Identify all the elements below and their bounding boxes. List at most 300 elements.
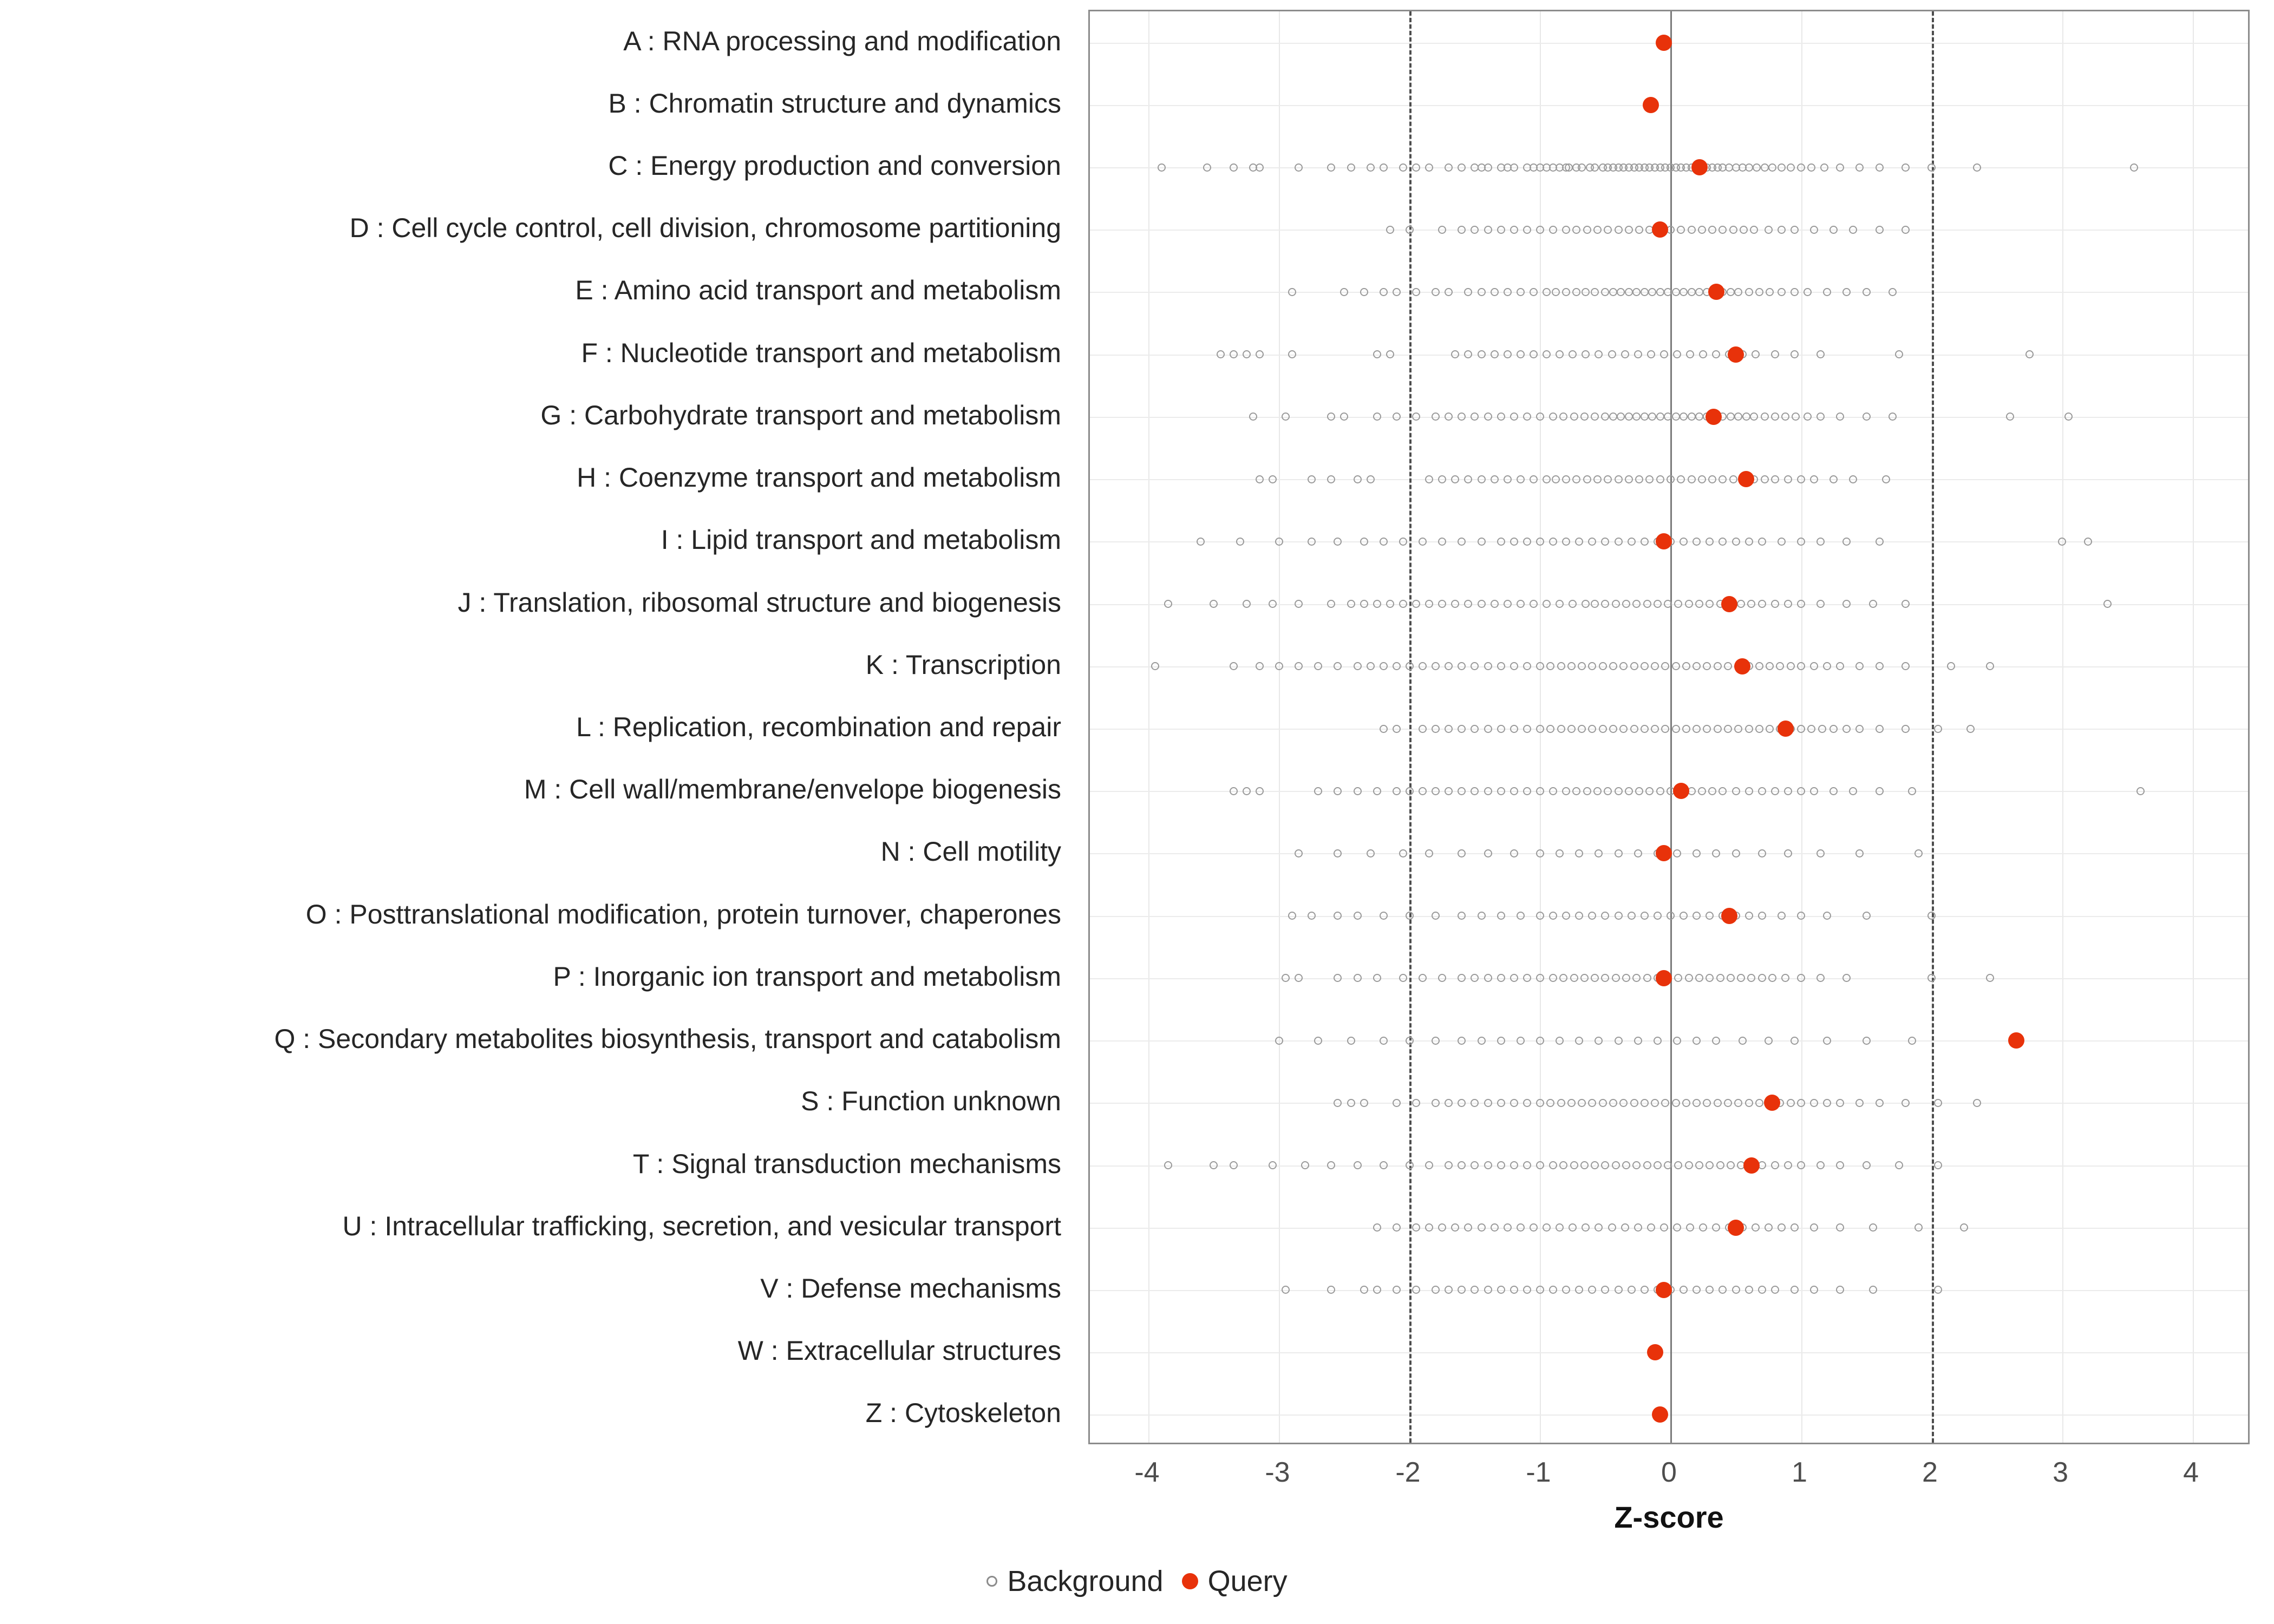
background-point bbox=[1412, 288, 1420, 296]
background-point bbox=[1863, 1161, 1871, 1169]
background-point bbox=[1810, 226, 1818, 234]
background-point bbox=[1570, 1161, 1578, 1169]
background-point bbox=[1504, 288, 1512, 296]
background-point bbox=[1628, 538, 1636, 546]
background-point bbox=[1517, 600, 1525, 608]
background-point bbox=[1634, 1037, 1642, 1045]
background-point bbox=[1578, 163, 1586, 172]
background-point bbox=[1497, 662, 1505, 670]
background-point bbox=[1256, 350, 1264, 358]
background-point bbox=[1562, 1286, 1570, 1294]
background-point bbox=[1504, 600, 1512, 608]
background-point bbox=[1849, 475, 1857, 483]
background-point bbox=[1973, 1099, 1981, 1107]
background-point bbox=[1557, 725, 1565, 733]
background-point bbox=[1753, 163, 1761, 172]
background-point bbox=[1630, 725, 1638, 733]
background-point bbox=[1816, 350, 1825, 358]
background-point bbox=[1530, 350, 1538, 358]
background-point bbox=[1367, 475, 1375, 483]
background-point bbox=[1583, 475, 1591, 483]
query-point bbox=[1656, 35, 1672, 51]
background-point bbox=[1660, 350, 1668, 358]
background-point bbox=[1604, 475, 1612, 483]
grid-line-horizontal bbox=[1090, 1040, 2248, 1042]
background-point bbox=[1552, 288, 1560, 296]
background-point bbox=[1256, 475, 1264, 483]
background-point bbox=[1869, 600, 1877, 608]
background-point bbox=[1787, 662, 1795, 670]
background-point bbox=[1478, 912, 1486, 920]
background-point bbox=[1458, 912, 1466, 920]
background-point bbox=[1934, 1286, 1942, 1294]
background-point bbox=[1727, 974, 1735, 982]
background-point bbox=[1549, 1161, 1557, 1169]
background-point bbox=[1491, 288, 1499, 296]
background-point bbox=[1706, 912, 1714, 920]
background-point bbox=[1908, 787, 1916, 795]
category-label: L : Replication, recombination and repair bbox=[576, 712, 1061, 742]
background-point bbox=[1619, 1099, 1628, 1107]
background-point bbox=[1497, 974, 1505, 982]
background-point bbox=[1347, 1037, 1355, 1045]
background-point bbox=[1706, 974, 1714, 982]
background-point bbox=[1484, 1099, 1492, 1107]
background-point bbox=[1367, 662, 1375, 670]
category-label: F : Nucleotide transport and metabolism bbox=[581, 337, 1061, 368]
background-point bbox=[1432, 787, 1440, 795]
background-point bbox=[1552, 475, 1560, 483]
background-point bbox=[1354, 974, 1362, 982]
background-point bbox=[1791, 226, 1799, 234]
background-point bbox=[1674, 1161, 1682, 1169]
background-point bbox=[1556, 600, 1564, 608]
background-point bbox=[1445, 412, 1453, 421]
background-point bbox=[2103, 600, 2112, 608]
background-point bbox=[1464, 475, 1472, 483]
background-point bbox=[1651, 725, 1659, 733]
background-point bbox=[1708, 787, 1716, 795]
background-point bbox=[1661, 725, 1669, 733]
background-point bbox=[1986, 662, 1994, 670]
background-point bbox=[1570, 974, 1578, 982]
background-point bbox=[1807, 163, 1815, 172]
background-point bbox=[1797, 538, 1805, 546]
background-point bbox=[1451, 475, 1459, 483]
background-point bbox=[1419, 787, 1427, 795]
background-point bbox=[1517, 288, 1525, 296]
background-point bbox=[1464, 288, 1472, 296]
background-point bbox=[1308, 912, 1316, 920]
background-point bbox=[1829, 725, 1838, 733]
background-point bbox=[1630, 662, 1638, 670]
background-point bbox=[1693, 538, 1701, 546]
background-point bbox=[1582, 600, 1590, 608]
background-point bbox=[1445, 662, 1453, 670]
background-point bbox=[1497, 725, 1505, 733]
category-label: V : Defense mechanisms bbox=[760, 1273, 1061, 1304]
background-point bbox=[1698, 787, 1706, 795]
background-point bbox=[1634, 1223, 1642, 1232]
background-point bbox=[1677, 475, 1685, 483]
background-point bbox=[1781, 974, 1789, 982]
background-point bbox=[1761, 163, 1769, 172]
background-point bbox=[1641, 725, 1649, 733]
background-point bbox=[1608, 350, 1616, 358]
background-point bbox=[1580, 1161, 1589, 1169]
background-point bbox=[1393, 1223, 1401, 1232]
background-point bbox=[1399, 849, 1407, 857]
background-point bbox=[1842, 538, 1851, 546]
background-point bbox=[1682, 662, 1690, 670]
background-point bbox=[1784, 475, 1792, 483]
background-point bbox=[1672, 288, 1680, 296]
background-point bbox=[1562, 538, 1570, 546]
background-point bbox=[1876, 226, 1884, 234]
background-point bbox=[1549, 1286, 1557, 1294]
background-point bbox=[1781, 412, 1789, 421]
query-point bbox=[1764, 1095, 1780, 1111]
background-point bbox=[1445, 163, 1453, 172]
background-point bbox=[1791, 1037, 1799, 1045]
plot-panel bbox=[1088, 10, 2250, 1444]
background-point bbox=[1661, 662, 1669, 670]
category-label: K : Transcription bbox=[865, 649, 1061, 680]
filled-circle-icon bbox=[1182, 1573, 1198, 1589]
background-point bbox=[1635, 226, 1643, 234]
background-point bbox=[1724, 662, 1732, 670]
background-point bbox=[1758, 849, 1766, 857]
background-point bbox=[1810, 475, 1818, 483]
background-point bbox=[1641, 662, 1649, 670]
background-point bbox=[1876, 662, 1884, 670]
background-point bbox=[1510, 662, 1518, 670]
background-point bbox=[1714, 1099, 1722, 1107]
background-point bbox=[1567, 725, 1576, 733]
background-point bbox=[1497, 1037, 1505, 1045]
background-point bbox=[1412, 1286, 1420, 1294]
background-point bbox=[1334, 787, 1342, 795]
background-point bbox=[1523, 538, 1531, 546]
query-point bbox=[1743, 1157, 1760, 1174]
background-point bbox=[1599, 1099, 1607, 1107]
category-label: P : Inorganic ion transport and metabolism bbox=[553, 961, 1061, 992]
background-point bbox=[1947, 662, 1955, 670]
background-point bbox=[1340, 412, 1348, 421]
background-point bbox=[1327, 163, 1335, 172]
grid-line-horizontal bbox=[1090, 105, 2248, 106]
x-tick-label: 1 bbox=[1792, 1457, 1807, 1488]
background-point bbox=[2006, 412, 2014, 421]
background-point bbox=[1282, 412, 1290, 421]
background-point bbox=[1536, 226, 1544, 234]
background-point bbox=[1380, 725, 1388, 733]
background-point bbox=[1451, 350, 1459, 358]
background-point bbox=[1327, 412, 1335, 421]
background-point bbox=[1615, 1037, 1623, 1045]
background-point bbox=[1609, 288, 1617, 296]
background-point bbox=[1758, 1286, 1766, 1294]
background-point bbox=[1876, 163, 1884, 172]
query-point bbox=[1652, 1406, 1668, 1423]
background-point bbox=[1778, 538, 1786, 546]
background-point bbox=[1601, 538, 1609, 546]
background-point bbox=[1380, 662, 1388, 670]
background-point bbox=[1438, 974, 1446, 982]
category-label: E : Amino acid transport and metabolism bbox=[575, 275, 1061, 306]
background-point bbox=[1295, 849, 1303, 857]
background-point bbox=[1641, 1099, 1649, 1107]
background-point bbox=[1615, 475, 1623, 483]
background-point bbox=[1739, 1037, 1747, 1045]
background-point bbox=[1816, 974, 1825, 982]
background-point bbox=[1836, 1099, 1844, 1107]
background-point bbox=[1536, 538, 1544, 546]
background-point bbox=[1557, 662, 1565, 670]
background-point bbox=[1674, 600, 1682, 608]
background-point bbox=[1484, 163, 1492, 172]
background-point bbox=[1432, 725, 1440, 733]
background-point bbox=[1164, 600, 1172, 608]
background-point bbox=[1562, 226, 1570, 234]
background-point bbox=[1497, 538, 1505, 546]
background-point bbox=[1855, 662, 1864, 670]
background-point bbox=[2064, 412, 2073, 421]
background-point bbox=[1810, 662, 1818, 670]
background-point bbox=[1575, 1286, 1583, 1294]
background-point bbox=[1517, 350, 1525, 358]
background-point bbox=[1863, 1037, 1871, 1045]
background-point bbox=[1569, 350, 1577, 358]
background-point bbox=[1771, 412, 1779, 421]
background-point bbox=[1419, 538, 1427, 546]
background-point bbox=[1380, 1037, 1388, 1045]
background-point bbox=[1901, 600, 1910, 608]
background-point bbox=[1693, 725, 1701, 733]
background-point bbox=[1458, 849, 1466, 857]
category-label: D : Cell cycle control, cell division, chromosome partitioning bbox=[349, 213, 1061, 244]
background-point bbox=[1549, 226, 1557, 234]
background-point bbox=[1699, 1223, 1707, 1232]
background-point bbox=[1601, 288, 1609, 296]
query-point bbox=[1706, 409, 1722, 425]
background-point bbox=[1708, 226, 1716, 234]
background-point bbox=[1901, 163, 1910, 172]
background-point bbox=[1752, 350, 1760, 358]
background-point bbox=[1497, 1099, 1505, 1107]
background-point bbox=[1628, 1286, 1636, 1294]
query-point bbox=[1721, 908, 1737, 924]
background-point bbox=[1386, 350, 1394, 358]
background-point bbox=[1360, 288, 1368, 296]
background-point bbox=[1340, 288, 1348, 296]
background-point bbox=[1829, 475, 1838, 483]
background-point bbox=[1334, 974, 1342, 982]
grid-line-horizontal bbox=[1090, 1228, 2248, 1229]
background-point bbox=[1536, 912, 1544, 920]
background-point bbox=[1432, 412, 1440, 421]
background-point bbox=[1282, 974, 1290, 982]
background-point bbox=[1901, 662, 1910, 670]
background-point bbox=[1399, 600, 1407, 608]
background-point bbox=[1425, 475, 1433, 483]
background-point bbox=[1419, 725, 1427, 733]
background-point bbox=[1876, 725, 1884, 733]
background-point bbox=[1855, 163, 1864, 172]
background-point bbox=[1373, 600, 1381, 608]
background-point bbox=[1458, 412, 1466, 421]
background-point bbox=[1836, 1286, 1844, 1294]
background-point bbox=[1530, 288, 1538, 296]
x-tick-label: -3 bbox=[1265, 1457, 1290, 1488]
query-point bbox=[1778, 721, 1794, 737]
background-point bbox=[1588, 662, 1596, 670]
background-point bbox=[1593, 226, 1602, 234]
background-point bbox=[1484, 787, 1492, 795]
background-point bbox=[1484, 226, 1492, 234]
background-point bbox=[1706, 1161, 1714, 1169]
background-point bbox=[1914, 849, 1923, 857]
background-point bbox=[1727, 1161, 1735, 1169]
query-point bbox=[1734, 658, 1750, 675]
background-point bbox=[1314, 1037, 1322, 1045]
background-point bbox=[1478, 1223, 1486, 1232]
background-point bbox=[1693, 1037, 1701, 1045]
background-point bbox=[1630, 1099, 1638, 1107]
background-point bbox=[1510, 163, 1518, 172]
background-point bbox=[1164, 1161, 1172, 1169]
background-point bbox=[1484, 1161, 1492, 1169]
background-point bbox=[1674, 974, 1682, 982]
background-point bbox=[1484, 1286, 1492, 1294]
category-label: J : Translation, ribosomal structure and biogenesis bbox=[458, 587, 1061, 618]
legend-label-query: Query bbox=[1207, 1565, 1288, 1597]
background-point bbox=[1314, 662, 1322, 670]
background-point bbox=[1718, 475, 1727, 483]
background-point bbox=[1471, 1286, 1479, 1294]
background-point bbox=[1243, 787, 1251, 795]
x-tick-label: 2 bbox=[1922, 1457, 1938, 1488]
background-point bbox=[1823, 912, 1831, 920]
background-point bbox=[1724, 1099, 1732, 1107]
background-point bbox=[1425, 600, 1433, 608]
background-point bbox=[1412, 1099, 1420, 1107]
background-point bbox=[1685, 1161, 1693, 1169]
background-point bbox=[1622, 600, 1630, 608]
background-point bbox=[1471, 226, 1479, 234]
background-point bbox=[1688, 412, 1696, 421]
background-point bbox=[1768, 163, 1776, 172]
background-point bbox=[1399, 974, 1407, 982]
background-point bbox=[1327, 1161, 1335, 1169]
background-point bbox=[1604, 226, 1612, 234]
background-point bbox=[1621, 350, 1629, 358]
background-point bbox=[1275, 538, 1283, 546]
background-point bbox=[1484, 974, 1492, 982]
background-point bbox=[1523, 1286, 1531, 1294]
background-point bbox=[1617, 412, 1625, 421]
background-point bbox=[1718, 538, 1727, 546]
background-point bbox=[1791, 350, 1799, 358]
background-point bbox=[1523, 725, 1531, 733]
background-point bbox=[1230, 662, 1238, 670]
background-point bbox=[1656, 288, 1664, 296]
background-point bbox=[1497, 412, 1505, 421]
background-point bbox=[1641, 1286, 1649, 1294]
background-point bbox=[1645, 787, 1654, 795]
background-point bbox=[1510, 725, 1518, 733]
background-point bbox=[1797, 662, 1805, 670]
category-label: N : Cell motility bbox=[880, 836, 1061, 867]
background-point bbox=[1373, 1286, 1381, 1294]
background-point bbox=[1615, 226, 1623, 234]
background-point bbox=[1615, 912, 1623, 920]
background-point bbox=[1685, 974, 1693, 982]
background-point bbox=[1582, 288, 1590, 296]
background-point bbox=[1747, 974, 1755, 982]
background-point bbox=[1301, 1161, 1309, 1169]
background-point bbox=[1432, 288, 1440, 296]
background-point bbox=[1478, 350, 1486, 358]
background-point bbox=[1230, 1161, 1238, 1169]
background-point bbox=[1530, 1223, 1538, 1232]
background-point bbox=[1661, 1099, 1669, 1107]
background-point bbox=[1615, 849, 1623, 857]
legend-label-background: Background bbox=[1007, 1565, 1164, 1597]
background-point bbox=[1855, 849, 1864, 857]
background-point bbox=[1583, 787, 1591, 795]
query-point bbox=[1728, 346, 1744, 363]
query-point bbox=[1728, 1220, 1744, 1236]
background-point bbox=[1471, 787, 1479, 795]
x-tick-label: 0 bbox=[1661, 1457, 1677, 1488]
background-point bbox=[1673, 350, 1681, 358]
background-point bbox=[1685, 600, 1693, 608]
background-point bbox=[1591, 163, 1599, 172]
background-point bbox=[1695, 974, 1703, 982]
background-point bbox=[1546, 725, 1554, 733]
category-label: Q : Secondary metabolites biosynthesis, transport and catabolism bbox=[274, 1024, 1061, 1055]
background-point bbox=[1889, 412, 1897, 421]
background-point bbox=[1593, 787, 1602, 795]
background-point bbox=[1360, 538, 1368, 546]
background-point bbox=[1901, 725, 1910, 733]
background-point bbox=[1625, 475, 1633, 483]
background-point bbox=[1412, 163, 1420, 172]
background-point bbox=[1406, 787, 1414, 795]
background-point bbox=[1752, 1223, 1760, 1232]
background-point bbox=[1601, 1286, 1609, 1294]
background-point bbox=[1803, 288, 1812, 296]
background-point bbox=[1445, 725, 1453, 733]
background-point bbox=[1823, 662, 1831, 670]
background-point bbox=[1373, 350, 1381, 358]
background-point bbox=[1695, 600, 1703, 608]
background-point bbox=[1575, 1037, 1583, 1045]
background-point bbox=[1820, 163, 1828, 172]
background-point bbox=[1771, 1286, 1779, 1294]
background-point bbox=[1354, 475, 1362, 483]
background-point bbox=[1393, 412, 1401, 421]
background-point bbox=[1849, 787, 1857, 795]
background-point bbox=[1491, 600, 1499, 608]
background-point bbox=[1210, 1161, 1218, 1169]
background-point bbox=[1556, 350, 1564, 358]
background-point bbox=[1510, 1286, 1518, 1294]
background-point bbox=[1842, 974, 1851, 982]
background-point bbox=[1680, 288, 1688, 296]
background-point bbox=[1755, 1099, 1763, 1107]
